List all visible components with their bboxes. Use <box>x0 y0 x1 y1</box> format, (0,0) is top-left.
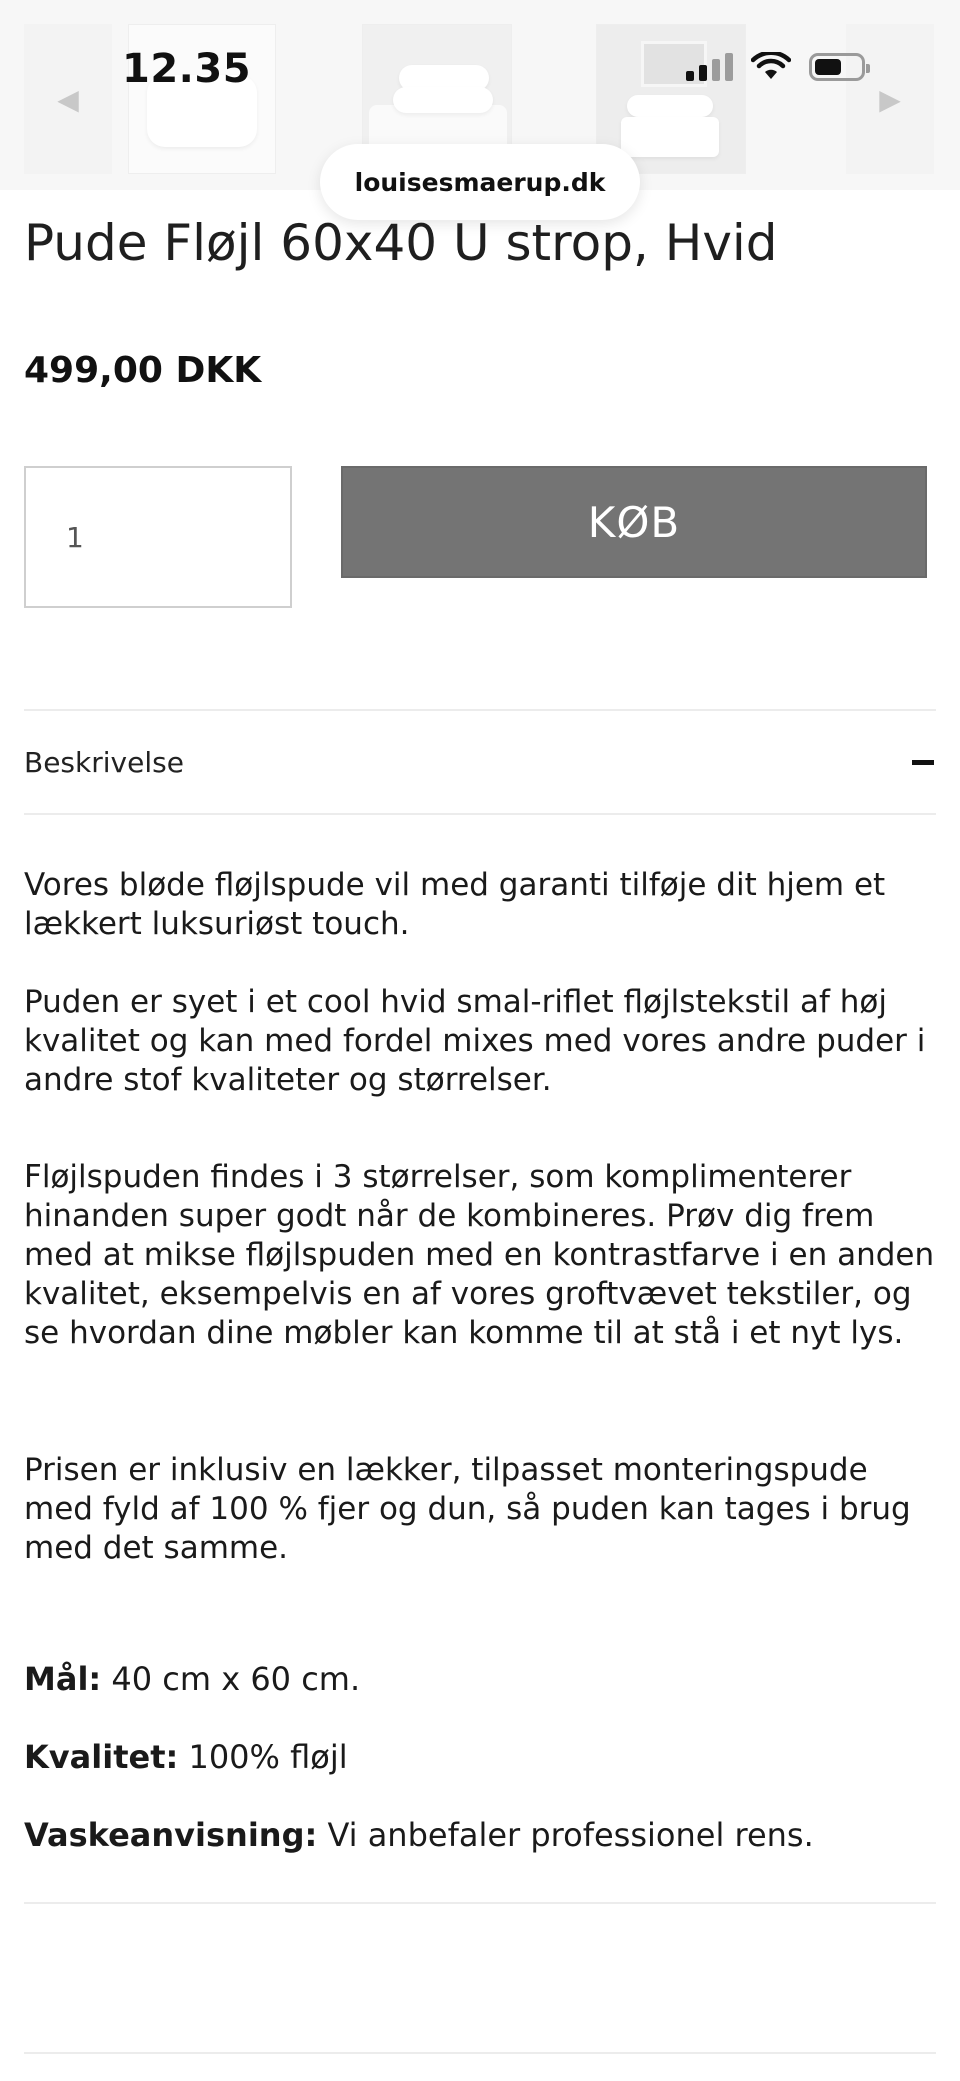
chevron-left-icon[interactable]: ◀ <box>24 24 112 174</box>
status-icons <box>686 52 865 82</box>
cellular-signal-icon <box>686 53 733 81</box>
spec-washing <box>24 1816 814 1854</box>
spec-label: Vaskeanvisning: <box>24 1816 318 1854</box>
spec-label: Mål: <box>24 1660 102 1698</box>
description-accordion-header[interactable] <box>24 710 936 814</box>
accordion-label: Beskrivelse <box>24 745 184 779</box>
product-price: 499,00 DKK <box>24 350 262 391</box>
quantity-input[interactable] <box>24 466 292 608</box>
description-paragraph: Puden er syet i et cool hvid smal-riflet fløjlstekstil af høj kvalitet og kan med fordel mixes med vores andre puder i andre stof kvaliteter og størrelser. <box>24 984 926 1098</box>
divider <box>24 813 936 815</box>
chevron-right-icon[interactable]: ▶ <box>846 24 934 174</box>
buy-button[interactable]: KØB <box>341 466 927 578</box>
pillow-image <box>627 95 713 117</box>
divider <box>24 2052 936 2054</box>
wifi-icon <box>751 52 791 82</box>
status-time: 12.35 <box>122 46 252 92</box>
product-title: Pude Fløjl 60x40 U strop, Hvid <box>24 214 778 272</box>
spec-value: 100% fløjl <box>188 1738 348 1776</box>
pillow-image <box>621 117 719 157</box>
spec-value: 40 cm x 60 cm. <box>111 1660 361 1698</box>
minus-icon[interactable] <box>912 760 934 765</box>
spec-value: Vi anbefaler professionel rens. <box>327 1816 814 1854</box>
description-paragraph: Prisen er inklusiv en lækker, tilpasset monteringspude med fyld af 100 % fjer og dun, så puden kan tages i brug med det samme. <box>24 1452 911 1566</box>
url-bar[interactable]: louisesmaerup.dk <box>320 144 640 220</box>
pillow-image <box>393 87 493 113</box>
description-paragraph: Vores bløde fløjlspude vil med garanti tilføje dit hjem et lækkert luksuriøst touch. <box>24 867 886 942</box>
description-paragraph: Fløjlspuden findes i 3 størrelser, som komplimenterer hinanden super godt når de kombineres. Prøv dig frem med at mikse fløjlspuden med en kontrastfarve i en anden kvalitet, eksempelvis en af vores groftvævet tekstiler, og se hvordan dine møbler kan komme til at stå i et nyt lys. <box>24 1159 935 1351</box>
battery-icon <box>809 53 865 81</box>
spec-dimensions <box>24 1660 360 1698</box>
divider <box>24 1902 936 1904</box>
spec-quality <box>24 1738 348 1776</box>
spec-label: Kvalitet: <box>24 1738 179 1776</box>
